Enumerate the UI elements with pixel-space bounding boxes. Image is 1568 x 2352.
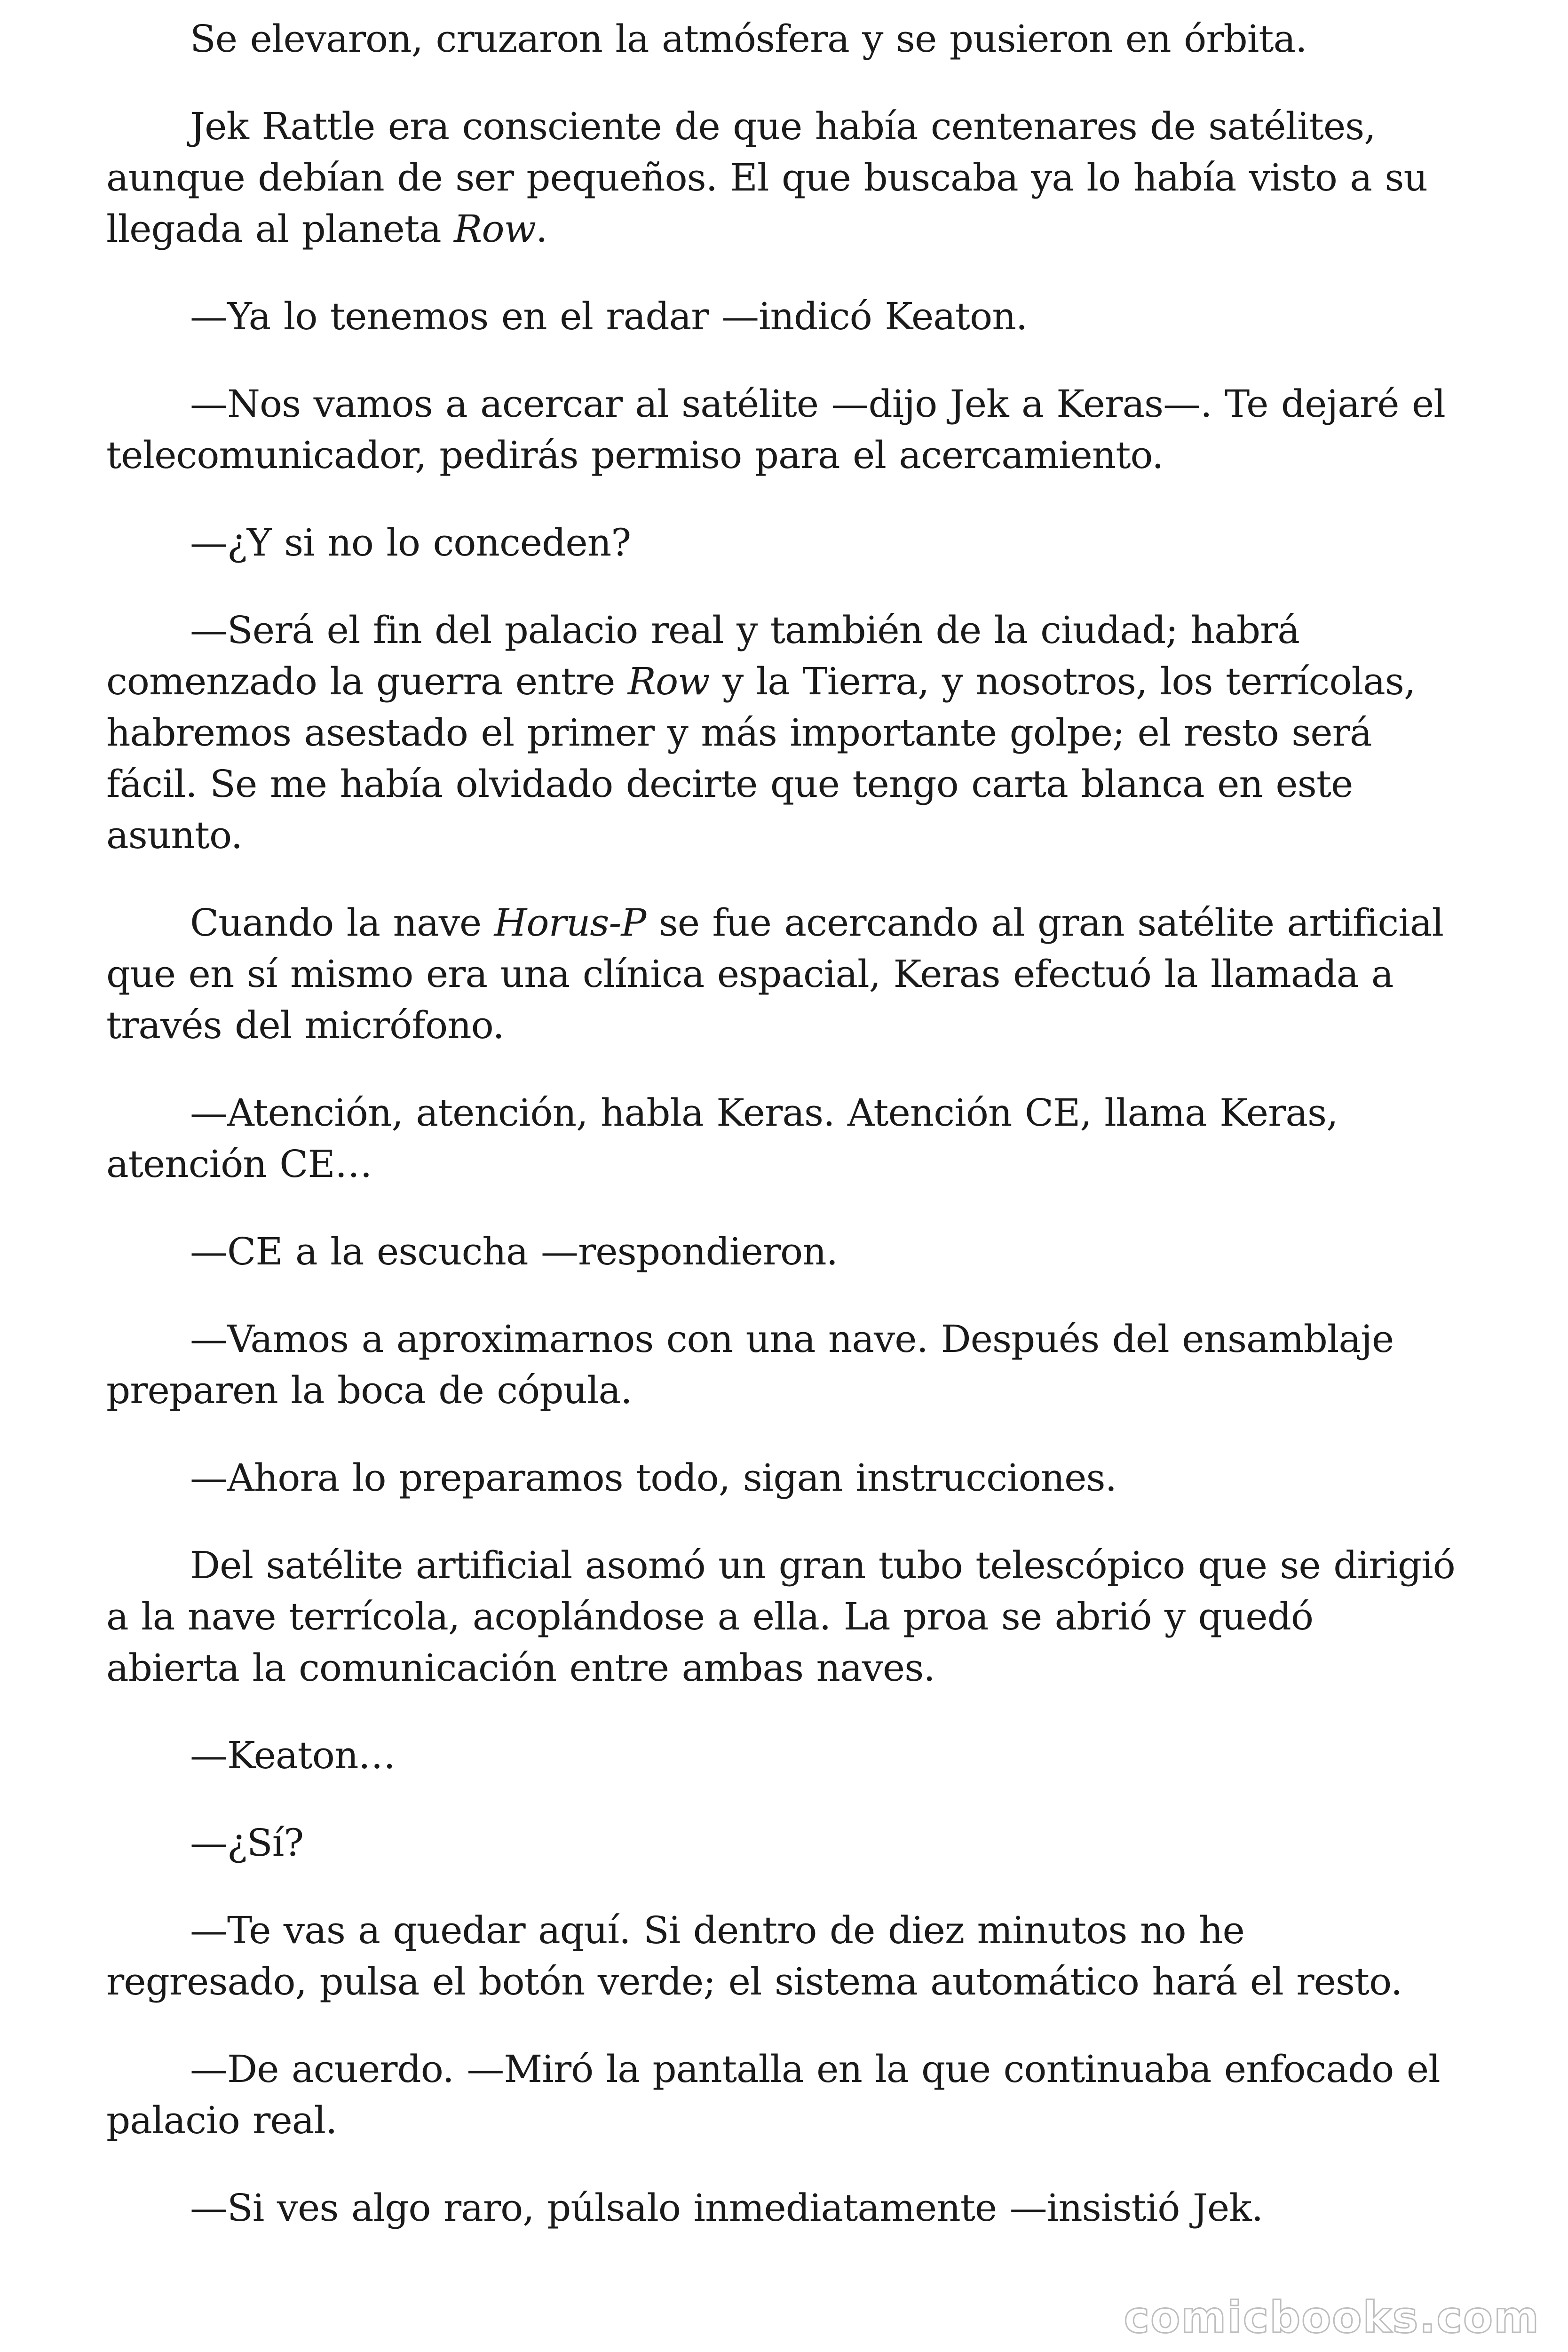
text-run: Jek Rattle era consciente de que había centenares de satélites, aunque debían de ser pequeños. El que buscaba ya lo había visto a su llegada al planeta [106,104,1428,251]
italic-text: Row [627,660,710,703]
text-run: —Te vas a quedar aquí. Si dentro de diez minutos no he regresado, pulsa el botón verde; el sistema automático hará el resto. [106,1908,1402,2003]
paragraph [106,1087,1456,1190]
text-run: —¿Sí? [190,1821,304,1865]
text-run: —Si ves algo raro, púlsalo inmediatamente —insistió Jek. [190,2186,1263,2230]
text-run: —Keaton… [190,1733,396,1777]
paragraph [106,517,1456,568]
text-run: —Vamos a aproximarnos con una nave. Después del ensamblaje preparen la boca de cópula. [106,1317,1394,1412]
text-run: —Ya lo tenemos en el radar —indicó Keaton. [190,294,1028,338]
text-run: Del satélite artificial asomó un gran tubo telescópico que se dirigió a la nave terrícola, acoplándose a ella. La proa se abrió y quedó abierta la comunicación entre ambas naves. [106,1543,1455,1690]
text-run: Se elevaron, cruzaron la atmósfera y se pusieron en órbita. [190,17,1307,61]
text-run: Cuando la nave [190,901,494,945]
paragraph [106,1817,1456,1868]
paragraph [106,604,1456,861]
text-run: —¿Y si no lo conceden? [190,521,631,564]
paragraph [106,1226,1456,1277]
text-run: —De acuerdo. —Miró la pantalla en la que continuaba enfocado el palacio real. [106,2047,1440,2142]
text-run: —Atención, atención, habla Keras. Atención CE, llama Keras, atención CE… [106,1091,1338,1186]
paragraph [106,378,1456,481]
paragraph [106,291,1456,342]
text-run: —Será el fin del palacio real y también de la ciudad; habrá comenzado la guerra entre [106,608,1299,703]
page-body-text [106,13,1456,2270]
text-run: se fue acercando al gran satélite artificial que en sí mismo era una clínica espacial, Keras efectuó la llamada a través del micrófono. [106,901,1444,1047]
paragraph [106,2182,1456,2233]
paragraph [106,1730,1456,1781]
text-run: —CE a la escucha —respondieron. [190,1230,838,1273]
paragraph [106,101,1456,254]
text-run: —Nos vamos a acercar al satélite —dijo Jek a Keras—. Te dejaré el telecomunicador, pedirás permiso para el acercamiento. [106,382,1445,477]
paragraph [106,2043,1456,2146]
text-run: y la Tierra, y nosotros, los terrícolas, habremos asestado el primer y más importante golpe; el resto será fácil. Se me había olvidado decirte que tengo carta blanca en este asunto. [106,660,1416,857]
paragraph [106,13,1456,64]
text-run: —Ahora lo preparamos todo, sigan instrucciones. [190,1456,1117,1500]
paragraph [106,1905,1456,2007]
paragraph [106,1540,1456,1693]
text-run: . [535,207,547,251]
italic-text: Row [454,207,536,251]
italic-text: Horus-P [494,901,646,945]
watermark: comicbooks.com [1124,2292,1540,2343]
paragraph [106,1313,1456,1416]
paragraph [106,1452,1456,1503]
paragraph [106,897,1456,1051]
